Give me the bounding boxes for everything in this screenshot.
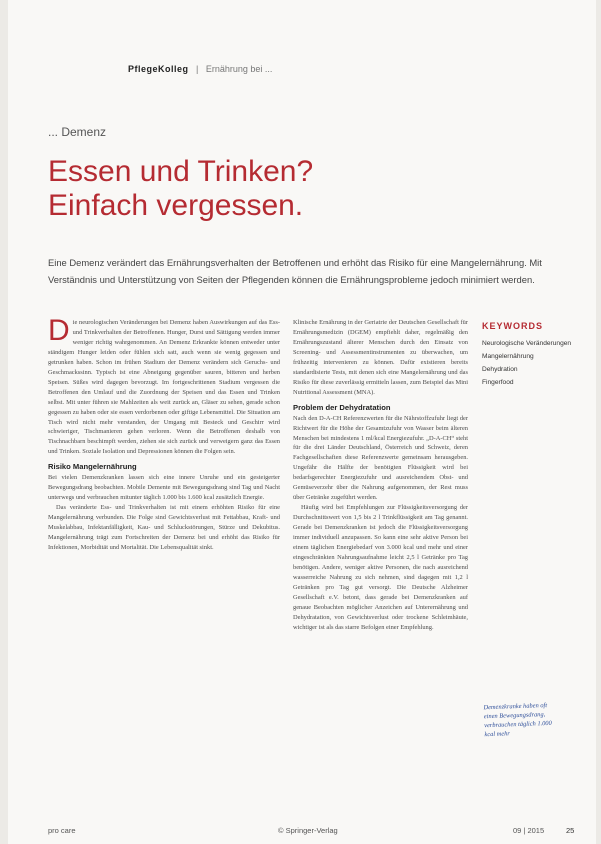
paragraph-text: ie neurologischen Veränderungen bei Demenz haben Auswirkungen auf das Ess- und Trinkverhalten der Betroffenen. Hunger, Durst und Sättigung werden immer weniger richtig wahrgenommen. An Demenz Erkrankte können entweder unter ständigem Hunger leiden oder fühlen sich satt, auch wenn sie wenig gegessen und getrunken haben. Schon im frühen Stadium der Demenz verändern sich Geruchs- und Geschmackssinn. Typisch ist eine Abneigung gegenüber sauren, bitteren und herben Speisen. Süßes wird dagegen bevorzugt. Im fortgeschrittenen Stadium vergessen die Betroffenen den Umlauf und die Zuordnung der Speisen und das Essen und Trinken selbst. Mit unter führen sie Mahlzeiten als weit zurück an, Gläser zu sehen, gerade schon gegessen zu haben oder sie essen verdorbenen oder giftige Lebensmittel. Die Situation am Tisch wird nicht mehr verstanden, der Umgang mit Besteck und Geschirr wird schwieriger, Tischmanieren gehen verloren. Wenn die Betroffenen deshalb von Tischnachbarn beschimpft werden, ziehen sie sich zurück und verweigern ganz das Essen und Trinken. Soziale Isolation und Depressionen können die Folgen sein. [48, 319, 280, 456]
keyword-item: Dehydration [482, 366, 518, 373]
footer-journal: pro care [48, 826, 76, 835]
keywords-box [482, 320, 582, 389]
keyword-item: Neurologische Veränderungen [482, 340, 572, 347]
subheading: Problem der Dehydratation [293, 402, 391, 412]
paragraph: Häufig wird bei Empfehlungen zur Flüssigkeitsversorgung der Durchschnittswert von 1,5 bis 2 l Trinkflüssigkeit am Tag genannt. Gerade bei Demenzkranken ist jedoch die Flüssigkeitsversorgung immer individuell anzupassen. So kann eine sehr aktive Person bei einem täglichen Energiebedarf von 3.000 kcal und mehr und einer eingeschränkten Nahrungsaufnahme leicht 2,5 l Getränke pro Tag benötigen. Andere, weniger aktive Personen, die nach ausreichend wasserreiche Nahrung zu sich nehmen, sind dagegen mit 1,2 l Getränken pro Tag gut versorgt. Die Deutsche Alzheimer Gesellschaft e.V. betont, dass gerade bei Demenzkranken auf genaue Beobachten möglicher Anzeichen auf Unterernährung und Dehydratation, von Gewichtsverlust oder trockene Schleimhäute, wichtiger ist als das starre Befolgen einer Empfehlung. [293, 504, 468, 631]
journal-page [8, 0, 596, 844]
title-line-1: Essen und Trinken? [48, 155, 314, 188]
paragraph: Das veränderte Ess- und Trinkverhalten ist mit einem erhöhten Risiko für eine Mangelernährung verbunden. Die Folge sind Gewichtsverlust mit Fettabbau, Kraft- und Muskelabbau, Infektanfälligkeit, Kau- und Schluckstörungen, Stürze und Dekubitus. Mangelernährung trägt zum Fortschreiten der Demenz bei und erhöht das Risiko für Infektionen, Morbidität und Mortalität. Die Lebensqualität sinkt. [48, 504, 280, 552]
lead-paragraph: Eine Demenz verändert das Ernährungsverhalten der Betroffenen und erhöht das Risiko für eine Mangelernährung. Mit Verständnis und Unterstützung von Seiten der Pflegenden können die Ernährungsprobleme jedoch minimiert werden. [48, 257, 542, 285]
article-title [48, 155, 313, 223]
section-label: PflegeKolleg [128, 64, 189, 74]
running-header: PflegeKolleg | Ernährung bei ... [128, 64, 273, 74]
body-column-2 [293, 318, 468, 633]
handwritten-note: Demenzkranke haben oft einen Bewegungsdrang, verbrauchen täglich 1.000 kcal mehr [483, 702, 552, 739]
keywords-title: KEYWORDS [482, 321, 544, 331]
page-number: 25 [566, 826, 575, 835]
keyword-item: Mangelernährung [482, 353, 534, 360]
footer-publisher: © Springer-Verlag [278, 826, 338, 835]
kicker: ... Demenz [48, 125, 107, 139]
subheading: Risiko Mangelernährung [48, 462, 137, 472]
body-column-1 [48, 314, 280, 553]
footer-issue: 09 | 2015 [513, 826, 545, 835]
drop-cap: D [48, 314, 70, 347]
keyword-item: Fingerfood [482, 379, 514, 386]
title-line-2: Einfach vergessen. [48, 189, 304, 222]
paragraph: Nach den D-A-CH Referenzwerten für die Nährstoffzufuhr liegt der Richtwert für die Höhe der Gesamtzufuhr von Wasser beim älteren Menschen bei mindestens 1 ml/kcal Energiezufuhr. „D-A-CH“ steht für die drei Länder Deutschland, Österreich und Schweiz, deren Fachgesellschaften diese Referenzwerte gemeinsam herausgeben. Ungefähr die Hälfte der benötigten Flüssigkeit wird bei bedarfsgerechter Energiezufuhr und ausreichendem Obst- und Gemüseverzehr über die Nahrung aufgenommen, der Rest muss über Getränke zugeführt werden. [293, 414, 468, 502]
paragraph [48, 314, 280, 457]
topic-label: Ernährung bei ... [205, 64, 273, 74]
paragraph: Bei vielen Demenzkranken lassen sich eine innere Unruhe und ein gesteigerter Bewegungsdrang beobachten. Mobile Demente mit Bewegungsdrang sind Tag und Nacht unterwegs und verbrauchen mitunter täglich 1.000 bis 1.600 kcal zusätzlich Energie. [48, 474, 280, 502]
paragraph: Klinische Ernährung in der Geriatrie der Deutschen Gesellschaft für Ernährungsmedizin (DGEM) empfiehlt daher, regelmäßig den Ernährungszustand älterer Menschen durch den Einsatz von Screening- und Assessmentinstrumenten zu überwachen, um frühzeitig intervenieren zu können. Dafür existieren bereits standardisierte Tests, mit denen sich eine Mangelernährung und das Risiko für diese zuverlässig ermitteln lassen, zum Beispiel das Mini Nutritional Assessment (MNA). [293, 319, 468, 396]
